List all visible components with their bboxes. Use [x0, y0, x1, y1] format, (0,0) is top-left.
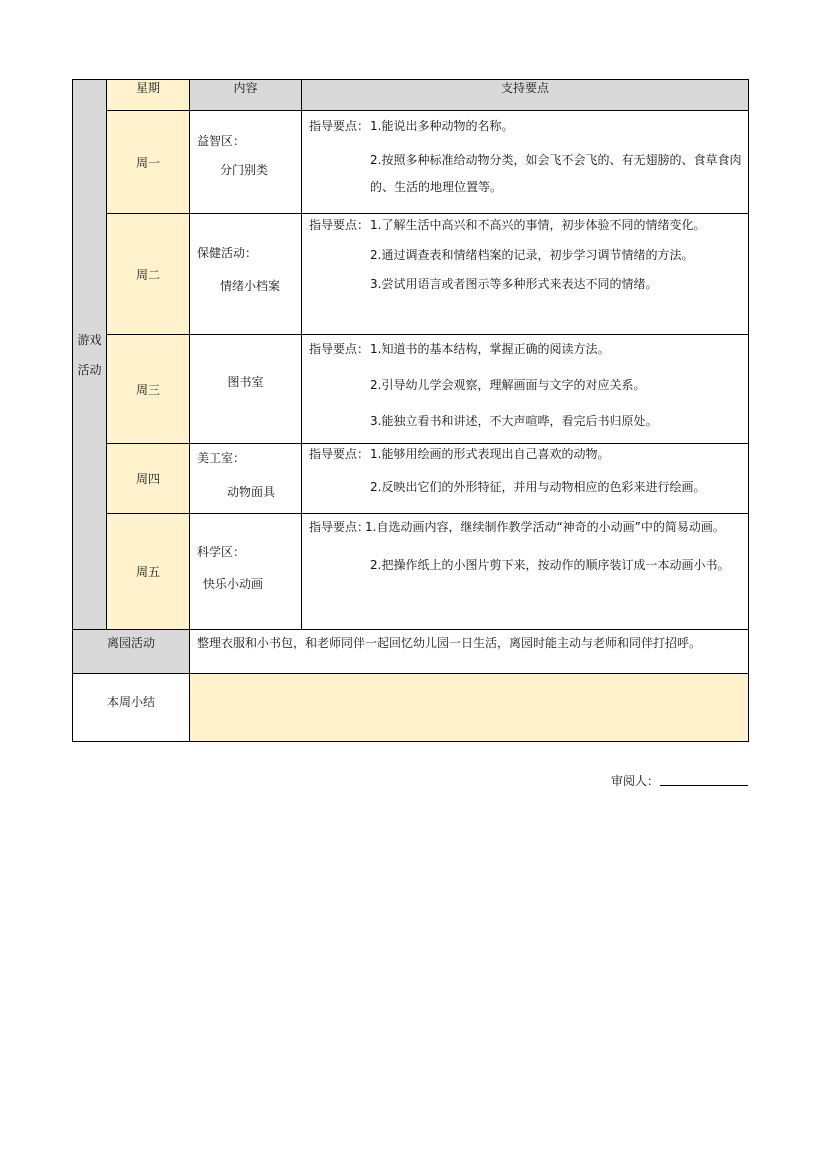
support-point: 2.通过调查表和情绪档案的记录，初步学习调节情绪的方法。 — [370, 248, 694, 262]
support-monday — [302, 111, 749, 214]
content-title: 图书室 — [227, 375, 264, 389]
support-wednesday — [302, 335, 749, 444]
support-point: 1.知道书的基本结构，掌握正确的阅读方法。 — [370, 342, 610, 356]
support-point: 1.能说出多种动物的名称。 — [370, 119, 514, 133]
support-lead: 指导要点： — [309, 520, 370, 534]
content-sub: 分门别类 — [220, 163, 269, 177]
reviewer-label: 审阅人： — [611, 774, 660, 788]
summary-text[interactable] — [190, 674, 749, 742]
content-title: 科学区： — [197, 545, 246, 559]
support-lead: 指导要点： — [309, 218, 370, 232]
content-tuesday — [190, 214, 302, 335]
content-title: 保健活动： — [197, 246, 258, 260]
content-sub: 情绪小档案 — [220, 279, 281, 293]
content-title: 美工室： — [197, 451, 246, 465]
content-friday — [190, 514, 302, 630]
section-label-top: 游戏 — [77, 332, 102, 347]
section-label-game-activity — [73, 80, 107, 630]
day-wednesday: 周三 — [107, 335, 190, 444]
support-point: 2.引导幼儿学会观察，理解画面与文字的对应关系。 — [370, 378, 646, 392]
support-lead: 指导要点： — [309, 447, 370, 461]
reviewer-signature-line[interactable] — [660, 785, 748, 786]
support-point: 2.按照多种标准给动物分类，如会飞不会飞的、有无翅膀的、食草食肉的、生活的地理位置等。 — [370, 153, 742, 194]
support-lead: 指导要点： — [309, 119, 370, 133]
content-sub: 快乐小动画 — [203, 577, 264, 591]
day-friday: 周五 — [107, 514, 190, 630]
support-point: 1.自选动画内容，继续制作教学活动“神奇的小动画”中的简易动画。 — [365, 520, 725, 534]
day-monday: 周一 — [107, 111, 190, 214]
leave-label: 离园活动 — [73, 630, 190, 674]
weekly-plan-table — [72, 79, 749, 742]
support-point: 3.尝试用语言或者图示等多种形式来表达不同的情绪。 — [370, 277, 658, 291]
section-label-bottom: 活动 — [77, 362, 102, 377]
support-lead: 指导要点： — [309, 342, 370, 356]
support-tuesday — [302, 214, 749, 335]
support-point: 3.能独立看书和讲述，不大声喧哗，看完后书归原处。 — [370, 414, 658, 428]
header-content: 内容 — [190, 80, 302, 111]
content-monday — [190, 111, 302, 214]
header-support: 支持要点 — [302, 80, 749, 111]
day-thursday: 周四 — [107, 444, 190, 514]
support-point: 1.能够用绘画的形式表现出自己喜欢的动物。 — [370, 447, 610, 461]
content-title: 益智区： — [197, 134, 246, 148]
support-point: 1.了解生活中高兴和不高兴的事情，初步体验不同的情绪变化。 — [370, 218, 706, 232]
support-point: 2.反映出它们的外形特征，并用与动物相应的色彩来进行绘画。 — [370, 480, 706, 494]
summary-label: 本周小结 — [73, 674, 190, 742]
day-tuesday: 周二 — [107, 214, 190, 335]
support-point: 2.把操作纸上的小图片剪下来，按动作的顺序装订成一本动画小书。 — [370, 558, 730, 572]
header-day: 星期 — [107, 80, 190, 111]
support-friday — [302, 514, 749, 630]
content-sub: 动物面具 — [227, 485, 276, 499]
content-wednesday — [190, 335, 302, 444]
support-thursday — [302, 444, 749, 514]
content-thursday — [190, 444, 302, 514]
leave-text: 整理衣服和小书包，和老师同伴一起回忆幼儿园一日生活，离园时能主动与老师和同伴打招呼。 — [190, 630, 749, 674]
